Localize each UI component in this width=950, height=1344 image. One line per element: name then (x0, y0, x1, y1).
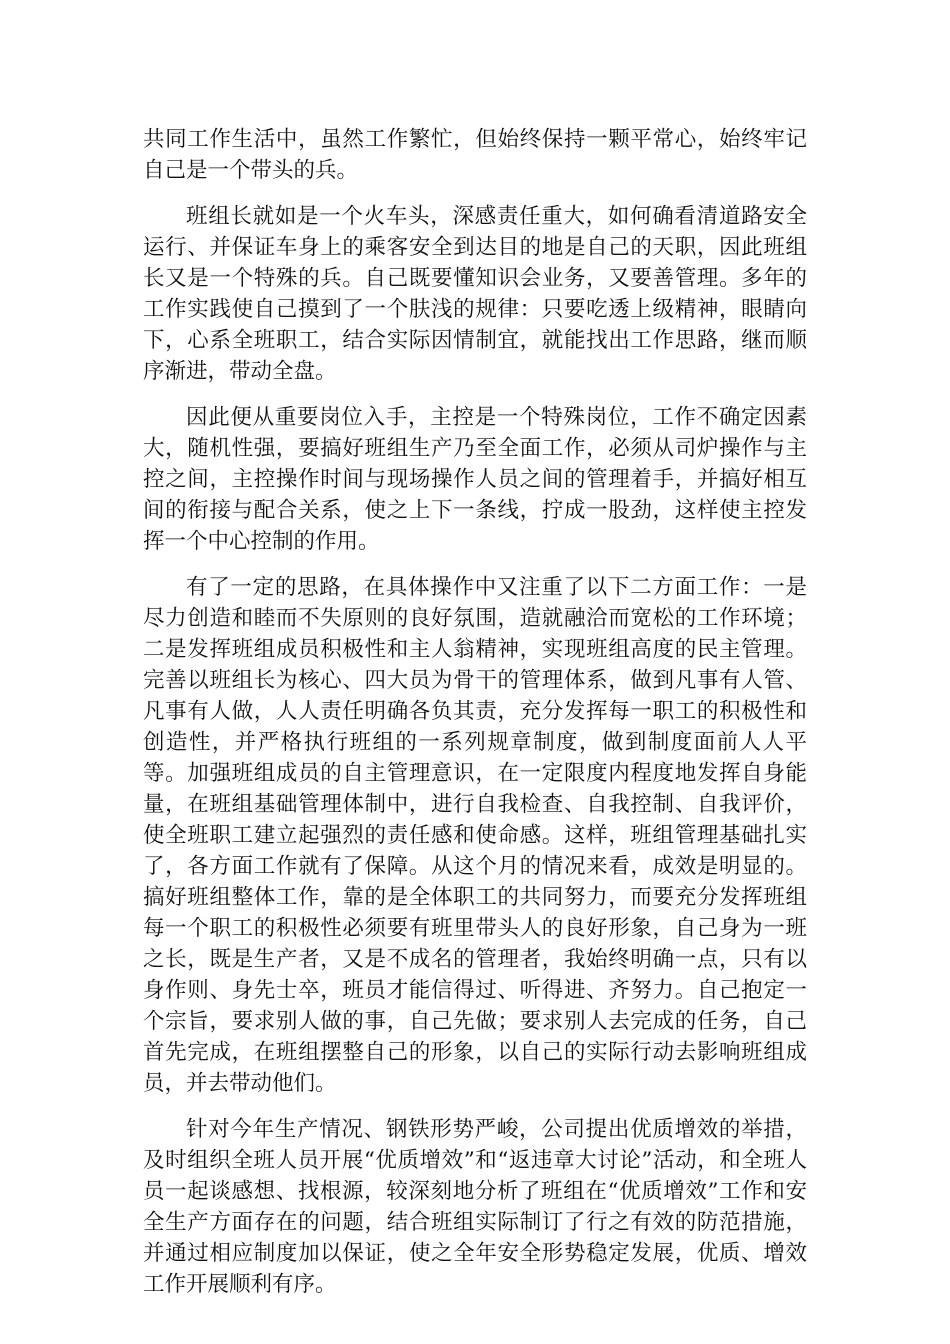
document-body (143, 124, 807, 1315)
paragraph-5: 针对今年生产情况、钢铁形势严峻，公司提出优质增效的举措，及时组织全班人员开展“优质增效”和“返违章大讨论”活动，和全班人员一起谈感想、找根源，较深刻地分析了班组在“优质增效”工作和安全生产方面存在的问题，结合班组实际制订了行之有效的防范措施，并通过相应制度加以保证，使之全年安全形势稳定发展，优质、增效工作开展顺利有序。 (143, 1117, 807, 1297)
paragraph-1: 共同工作生活中，虽然工作繁忙，但始终保持一颗平常心，始终牢记自己是一个带头的兵。 (143, 127, 807, 183)
paragraph-3: 因此便从重要岗位入手，主控是一个特殊岗位，工作不确定因素大，随机性强，要搞好班组生产乃至全面工作，必须从司炉操作与主控之间，主控操作时间与现场操作人员之间的管理着手，并搞好相互间的衔接与配合关系，使之上下一条线，拧成一股劲，这样使主控发挥一个中心控制的作用。 (143, 405, 807, 554)
paragraph-2: 班组长就如是一个火车头，深感责任重大，如何确看清道路安全运行、并保证车身上的乘客安全到达目的地是自己的天职，因此班组长又是一个特殊的兵。自己既要懂知识会业务，又要善管理。多年的工作实践使自己摸到了一个肤浅的规律：只要吃透上级精神，眼睛向下，心系全班职工，结合实际因情制宜，就能找出工作思路，继而顺序渐进，带动全盘。 (143, 204, 807, 384)
paragraph-4: 有了一定的思路，在具体操作中又注重了以下二方面工作：一是尽力创造和睦而不失原则的良好氛围，造就融洽而宽松的工作环境；二是发挥班组成员积极性和主人翁精神，实现班组高度的民主管理。完善以班组长为核心、四大员为骨干的管理体系，做到凡事有人管、凡事有人做，人人责任明确各负其责，充分发挥每一职工的积极性和创造性，并严格执行班组的一系列规章制度，做到制度面前人人平等。加强班组成员的自主管理意识，在一定限度内程度地发挥自身能量，在班组基础管理体制中，进行自我检查、自我控制、自我评价，使全班职工建立起强烈的责任感和使命感。这样，班组管理基础扎实了，各方面工作就有了保障。从这个月的情况来看，成效是明显的。搞好班组整体工作，靠的是全体职工的共同努力，而要充分发挥班组每一个职工的积极性必须要有班里带头人的良好形象，自己身为一班之长，既是生产者，又是不成名的管理者，我始终明确一点，只有以身作则、身先士卒，班员才能信得过、听得进、齐努力。自己抱定一个宗旨，要求别人做的事，自己先做；要求别人去完成的任务，自己首先完成，在班组摆整自己的形象，以自己的实际行动去影响班组成员，并去带动他们。 (143, 575, 807, 1096)
